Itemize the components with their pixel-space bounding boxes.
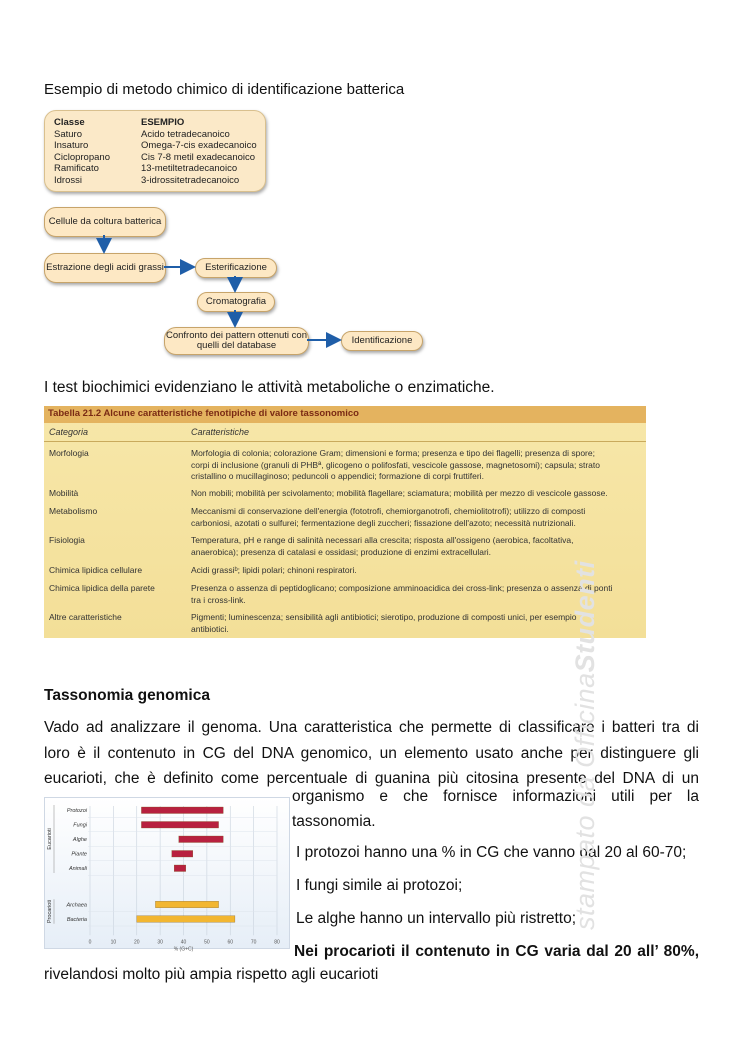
flow-node-extraction-label: Estrazione degli acidi grassi	[46, 261, 164, 273]
flow-node-compare-label: Confronto dei pattern ottenuti con quelli del database	[165, 329, 307, 351]
feature-line: Temperatura, pH e range di salinità necessari alla crescita; risposta all'ossigeno (aerobica, facoltativa,	[191, 535, 574, 545]
category-label: Animali	[68, 866, 87, 872]
class-cell: Idrossi	[54, 174, 82, 186]
example-cell: Acido tetradecanoico	[141, 128, 230, 140]
example-header: ESEMPIO	[141, 117, 185, 128]
table-cell-features	[191, 488, 641, 500]
feature-line: antibiotici.	[191, 623, 229, 634]
table-cell-features	[191, 506, 641, 529]
watermark	[570, 560, 601, 930]
category-label: Protozoi	[66, 808, 87, 814]
feature-line: corpi di inclusione (granuli di PHBª, glicogeno o polifosfati, vescicole gassose, magnetosomi); capsula; strato	[191, 459, 600, 470]
category-label: Piante	[71, 851, 87, 858]
flow-node-esterification-label: Esterificazione	[205, 261, 267, 273]
bullet-protozoa: I protozoi hanno una % in CG che vanno dal 20 al 60-70;	[296, 844, 687, 861]
biochemical-tests-sentence: I test biochimici evidenziano le attività metaboliche o enzimatiche.	[44, 379, 495, 396]
table-cell-category: Mobilità	[49, 488, 79, 498]
section-heading-genomic-taxonomy: Tassonomia genomica	[44, 687, 210, 704]
table-divider	[44, 441, 646, 442]
table-cell-category: Altre caratteristiche	[49, 612, 122, 622]
x-tick-label: 40	[180, 939, 187, 946]
section-heading-chemical-method: Esempio di metodo chimico di identificazione batterica	[44, 81, 405, 98]
feature-line: Pigmenti; luminescenza; sensibilità agli antibiotici; sierotipo, produzione di composti unici, per esempio	[191, 612, 577, 622]
feature-line: carboniosi, azotati o sulfurei; fermentazione degli zuccheri; fissazione dell'azoto; necessità nutrizionali.	[191, 517, 576, 528]
feature-line: Meccanismi di conservazione dell'energia (fototrofi, chemiorganotrofi, chemiolitotrofi); utilizzo di composti	[191, 506, 586, 516]
class-header: Classe	[54, 117, 85, 128]
group-label: Eucarioti	[47, 828, 53, 850]
class-cell: Ramificato	[54, 163, 99, 174]
flow-arrows	[0, 0, 744, 380]
group-label: Procarioti	[47, 899, 53, 924]
paragraph-line: Nei procarioti il contenuto in CG varia dal 20 all’ 80%,	[294, 943, 699, 960]
x-tick-label: 70	[250, 939, 257, 946]
watermark-part: Studenti	[570, 560, 600, 673]
x-tick-label: 20	[133, 939, 140, 946]
flow-node-chromatography-label: Cromatografia	[205, 295, 267, 307]
example-cell: 13-metiltetradecanoico	[141, 163, 238, 174]
gc-range-bar	[141, 807, 223, 814]
prokaryote-gc-statement	[294, 939, 699, 965]
table-cell-category: Chimica lipidica della parete	[49, 583, 155, 593]
feature-line: Morfologia di colonia; colorazione Gram; dimensioni e forma; presenza e tipo dei flagelli; presenza di spore;	[191, 448, 595, 458]
watermark-part: stampato da	[570, 767, 600, 930]
x-tick-label: 0	[88, 939, 92, 946]
table-cell-category: Morfologia	[49, 448, 89, 458]
gc-range-bar	[155, 901, 218, 908]
category-label: Bacteria	[66, 916, 87, 923]
closing-line: rivelandosi molto più ampia rispetto agli eucarioti	[44, 966, 379, 983]
paragraph-continuation	[292, 784, 699, 810]
category-label: Archaea	[66, 902, 87, 909]
table-cell-features	[191, 535, 641, 558]
gc-content-chart	[44, 797, 290, 953]
gc-chart-svg	[45, 798, 289, 953]
x-tick-label: 30	[157, 939, 163, 946]
column-header-features: Caratteristiche	[191, 427, 250, 437]
class-cell: Insaturo	[54, 140, 89, 151]
phenotype-table-title: Tabella 21.2 Alcune caratteristiche fenotipiche di valore tassonomico	[48, 408, 359, 419]
feature-line: cristallino o mucillaginoso; peduncoli o appendici; formazione di corpi fruttiferi.	[191, 471, 484, 481]
paragraph-line: Vado ad analizzare il genoma. Una caratteristica che permette di classificare i batteri tra di	[44, 719, 699, 736]
feature-line: tra i cross-link.	[191, 594, 246, 605]
x-tick-label: 50	[204, 939, 210, 946]
bullet-algae: Le alghe hanno un intervallo più ristretto;	[296, 910, 577, 927]
x-tick-label: 60	[227, 939, 234, 946]
x-tick-label: 80	[274, 939, 280, 946]
feature-line: anaerobica); presenza di catalasi e ossidasi; produzione di enzimi extracellulari.	[191, 546, 492, 557]
class-cell: Saturo	[54, 128, 82, 140]
bullet-fungi: I fungi simile ai protozoi;	[296, 877, 463, 894]
category-label: Alghe	[72, 837, 87, 843]
gc-range-bar	[179, 836, 223, 843]
example-cell: 3-idrossitetradecanoico	[141, 174, 240, 186]
paragraph-line: tassonomia.	[292, 813, 376, 830]
column-header-category: Categoria	[49, 427, 89, 437]
class-cell: Ciclopropano	[54, 151, 110, 163]
table-cell-features	[191, 448, 641, 483]
gc-range-bar	[137, 916, 235, 923]
table-cell-category: Chimica lipidica cellulare	[49, 565, 143, 575]
category-label: Fungi	[73, 822, 87, 829]
example-cell: Omega-7-cis exadecanoico	[141, 140, 257, 151]
gc-range-bar	[141, 822, 218, 829]
paragraph-line: loro è il contenuto in CG del DNA genomico, un elemento usato anche per distinguere gli	[44, 744, 699, 762]
table-cell-category: Metabolismo	[49, 506, 98, 516]
watermark-part: Officina	[570, 672, 600, 768]
feature-line: Presenza o assenza di peptidoglicano; composizione amminoacidica dei cross-link; presenza o assenza di ponti	[191, 583, 613, 593]
paragraph-line: eucarioti, che è definito come percentuale di guanina più citosina presente del DNA di un	[44, 770, 699, 787]
gc-range-bar	[172, 851, 193, 858]
flow-node-culture-label: Cellule da coltura batterica	[48, 215, 162, 227]
feature-line: Acidi grassiᵇ; lipidi polari; chinoni respiratori.	[191, 565, 357, 575]
flow-node-identification-label: Identificazione	[351, 334, 413, 346]
paragraph-line: organismo e che fornisce informazioni utili per la	[292, 788, 699, 805]
example-cell: Cis 7-8 metil exadecanoico	[141, 151, 256, 163]
feature-line: Non mobili; mobilità per scivolamento; mobilità flagellare; sciamatura; mobilità per mezzo di vescicole gassose.	[191, 488, 608, 498]
x-axis-title: % (G+C)	[173, 946, 194, 953]
phenotype-table	[44, 406, 646, 638]
table-cell-category: Fisiologia	[49, 535, 85, 545]
x-tick-label: 10	[110, 939, 117, 946]
gc-range-bar	[174, 865, 186, 872]
